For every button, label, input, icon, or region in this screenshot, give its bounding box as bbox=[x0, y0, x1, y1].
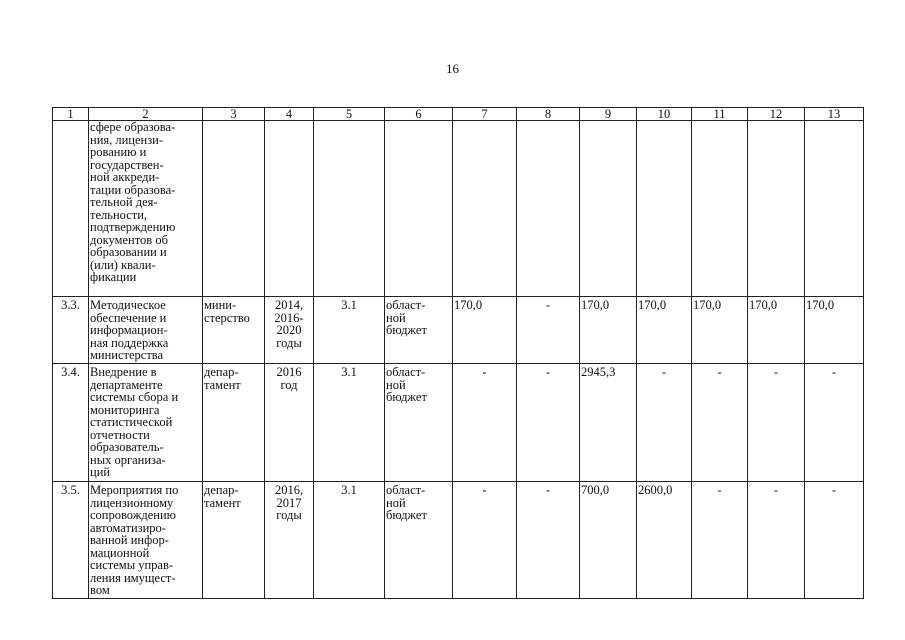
years-cell: 2016 год bbox=[265, 364, 314, 482]
header-cell: 10 bbox=[637, 108, 692, 121]
activity-name: Методическое обеспечение и информацион- ная поддержка министерства bbox=[89, 297, 203, 364]
amount-cell: - bbox=[748, 482, 805, 599]
table-row bbox=[53, 297, 864, 364]
amount-cell: - bbox=[748, 364, 805, 482]
header-cell: 6 bbox=[385, 108, 453, 121]
header-cell: 2 bbox=[89, 108, 203, 121]
amount-cell bbox=[637, 121, 692, 297]
header-cell: 8 bbox=[517, 108, 580, 121]
executor-cell bbox=[203, 121, 265, 297]
source-cell bbox=[385, 121, 453, 297]
amount-cell: - bbox=[637, 364, 692, 482]
table-row bbox=[53, 482, 864, 599]
amount-cell: 170,0 bbox=[580, 297, 637, 364]
header-cell: 11 bbox=[692, 108, 748, 121]
amount-cell bbox=[517, 121, 580, 297]
header-cell: 9 bbox=[580, 108, 637, 121]
amount-cell: - bbox=[692, 364, 748, 482]
table-row bbox=[53, 364, 864, 482]
link-cell: 3.1 bbox=[314, 482, 385, 599]
executor-cell: депар- тамент bbox=[203, 364, 265, 482]
activity-name: Внедрение в департаменте системы сбора и мониторинга статистической отчетности образователь- ных организа- ций bbox=[89, 364, 203, 482]
amount-cell: 170,0 bbox=[637, 297, 692, 364]
amount-cell: - bbox=[805, 364, 864, 482]
amount-cell: 700,0 bbox=[580, 482, 637, 599]
executor-cell: мини- стерство bbox=[203, 297, 265, 364]
link-cell: 3.1 bbox=[314, 364, 385, 482]
amount-cell: - bbox=[453, 364, 517, 482]
table-row bbox=[53, 121, 864, 297]
header-cell: 12 bbox=[748, 108, 805, 121]
activity-name: Мероприятия по лицензионному сопровождению автоматизиро- ванной инфор- мационной системы управ- ления имущест- вом bbox=[89, 482, 203, 599]
amount-cell: - bbox=[805, 482, 864, 599]
header-cell: 13 bbox=[805, 108, 864, 121]
row-number bbox=[53, 121, 89, 297]
amount-cell: - bbox=[692, 482, 748, 599]
amount-cell: - bbox=[453, 482, 517, 599]
activity-name: сфере образова- ния, лицензи- рованию и государствен- ной аккреди- тации образова- тельной дея- тельности, подтверждению документов об образовании и (или) квали- фикации bbox=[89, 121, 203, 297]
program-table bbox=[52, 107, 864, 599]
header-cell: 1 bbox=[53, 108, 89, 121]
amount-cell bbox=[580, 121, 637, 297]
years-cell: 2016, 2017 годы bbox=[265, 482, 314, 599]
row-number: 3.3. bbox=[53, 297, 89, 364]
row-number: 3.4. bbox=[53, 364, 89, 482]
years-cell: 2014, 2016- 2020 годы bbox=[265, 297, 314, 364]
header-cell: 7 bbox=[453, 108, 517, 121]
amount-cell bbox=[748, 121, 805, 297]
header-row bbox=[53, 108, 864, 121]
amount-cell: 170,0 bbox=[692, 297, 748, 364]
amount-cell bbox=[805, 121, 864, 297]
source-cell: област- ной бюджет bbox=[385, 364, 453, 482]
executor-cell: депар- тамент bbox=[203, 482, 265, 599]
amount-cell: 170,0 bbox=[453, 297, 517, 364]
header-cell: 5 bbox=[314, 108, 385, 121]
amount-cell: 2945,3 bbox=[580, 364, 637, 482]
amount-cell bbox=[453, 121, 517, 297]
amount-cell: - bbox=[517, 297, 580, 364]
header-cell: 4 bbox=[265, 108, 314, 121]
amount-cell bbox=[692, 121, 748, 297]
source-cell: област- ной бюджет bbox=[385, 297, 453, 364]
row-number: 3.5. bbox=[53, 482, 89, 599]
link-cell: 3.1 bbox=[314, 297, 385, 364]
amount-cell: - bbox=[517, 364, 580, 482]
amount-cell: 2600,0 bbox=[637, 482, 692, 599]
amount-cell: 170,0 bbox=[748, 297, 805, 364]
amount-cell: - bbox=[517, 482, 580, 599]
source-cell: област- ной бюджет bbox=[385, 482, 453, 599]
header-cell: 3 bbox=[203, 108, 265, 121]
link-cell bbox=[314, 121, 385, 297]
page-number: 16 bbox=[446, 61, 459, 76]
amount-cell: 170,0 bbox=[805, 297, 864, 364]
years-cell bbox=[265, 121, 314, 297]
